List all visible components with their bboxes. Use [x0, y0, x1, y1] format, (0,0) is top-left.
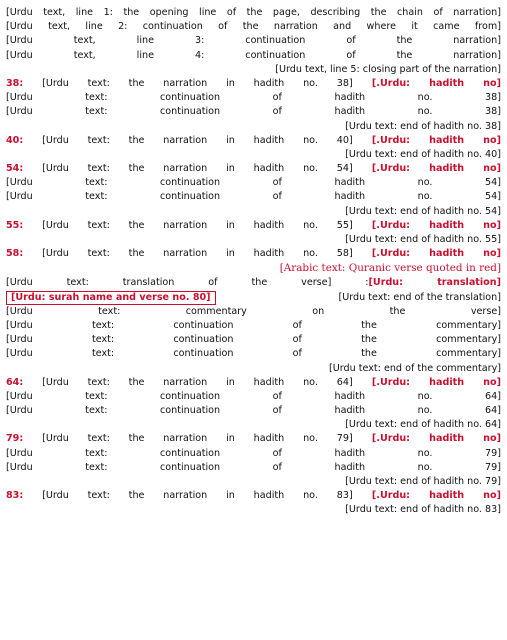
text-line: [Urdu text: end of the commentary]: [328, 362, 501, 374]
translation-label: [Urdu: translation]: [368, 277, 501, 289]
hadith-label: [Urdu: hadith no.]: [371, 433, 501, 445]
text-line: [Urdu text: continuation of hadith no. 79]: [6, 461, 501, 473]
text-line: [Urdu text: the narration in hadith no. 64]: [42, 376, 353, 388]
text-line: [Urdu text, line 5: closing part of the narration]: [275, 63, 501, 75]
text-line: [Urdu text: continuation of the commentary]: [6, 334, 501, 346]
hadith-number-label: [Urdu: hadith no.] 38:: [6, 77, 501, 89]
text-line: [Urdu text: end of hadith no. 40]: [345, 148, 501, 160]
text-line: [Urdu text: the narration in hadith no. 38]: [42, 77, 353, 89]
text-line: [Urdu text: end of hadith no. 54]: [345, 205, 501, 217]
hadith-number-label: [Urdu: hadith no.] 58:: [6, 248, 501, 260]
hadith-number-label: [Urdu: hadith no.] 64:: [6, 376, 501, 388]
text-line: [Urdu text: the narration in hadith no. 58]: [42, 248, 353, 260]
hadith-number: 64: [6, 376, 20, 388]
hadith-number: 40: [6, 134, 20, 146]
hadith-label: [Urdu: hadith no.]: [371, 490, 501, 502]
text-line: [Urdu text: continuation of hadith no. 54]: [6, 177, 501, 189]
text-line: [Urdu text: continuation of hadith no. 38]: [6, 92, 501, 104]
hadith-block-79: [6, 432, 501, 489]
translation-block: [Urdu: translation]: [Urdu text: translation of the verse] [Urdu text: end of the translation] [Urdu: surah name and verse no. 80]: [6, 277, 501, 303]
hadith-number-label: [Urdu: hadith no.] 55:: [6, 219, 501, 231]
commentary-paragraph: [6, 305, 501, 376]
text-line: [Urdu text: continuation of hadith no. 64]: [6, 405, 501, 417]
text-line: [Urdu text: continuation of hadith no. 64]: [6, 390, 501, 402]
hadith-number: 83: [6, 490, 20, 502]
text-line: [Urdu text: the narration in hadith no. 54]: [42, 163, 353, 175]
hadith-block-58: [6, 247, 501, 276]
text-line: [Urdu text: the narration in hadith no. 40]: [42, 134, 353, 146]
hadith-number: 55: [6, 219, 20, 231]
text-line: [Urdu text: end of hadith no. 55]: [345, 234, 501, 245]
hadith-block-40: [6, 134, 501, 162]
hadith-label: [Urdu: hadith no.]: [371, 134, 501, 146]
text-line: [Urdu text, line 4: continuation of the narration]: [6, 49, 501, 61]
hadith-block-83: [6, 489, 501, 517]
text-line: [Urdu text: commentary on the verse]: [6, 305, 501, 317]
text-line: [Urdu text: continuation of the commentary]: [6, 319, 501, 331]
hadith-label: [Urdu: hadith no.]: [371, 77, 501, 89]
text-line: [Urdu text: end of hadith no. 79]: [345, 476, 501, 487]
text-line: [Urdu text: translation of the verse]: [6, 277, 332, 289]
text-line: [Urdu text: end of hadith no. 38]: [345, 120, 501, 132]
hadith-label: [Urdu: hadith no.]: [371, 376, 501, 388]
hadith-label: [Urdu: hadith no.]: [371, 163, 501, 175]
text-line: [Urdu text, line 1: the opening line of the page, describing the chain of narration]: [6, 7, 501, 18]
text-line: [Urdu text: end of hadith no. 64]: [345, 419, 501, 431]
hadith-number-label: [Urdu: hadith no.] 40:: [6, 134, 501, 146]
hadith-label: [Urdu: hadith no.]: [371, 219, 501, 231]
text-line: [Urdu text: end of the translation]: [338, 291, 501, 303]
hadith-number: 79: [6, 433, 20, 445]
hadith-number-label: [Urdu: hadith no.] 54:: [6, 163, 501, 175]
hadith-block-38: [6, 77, 501, 134]
hadith-number: 54: [6, 163, 20, 175]
hadith-block-64: [6, 376, 501, 433]
text-line: [Urdu text: the narration in hadith no. 55]: [42, 219, 353, 231]
text-line: [Urdu text, line 2: continuation of the narration and where it came from]: [6, 21, 501, 33]
text-line: [Urdu text: the narration in hadith no. 83]: [42, 490, 353, 502]
intro-paragraph: [6, 6, 501, 77]
verse-reference-box: [Urdu: surah name and verse no. 80]: [6, 291, 216, 305]
hadith-number-label: [Urdu: hadith no.] 79:: [6, 433, 501, 445]
hadith-block-54: [6, 162, 501, 219]
hadith-label: [Urdu: hadith no.]: [371, 248, 501, 260]
hadith-number: 58: [6, 248, 20, 260]
hadith-block-55: [6, 219, 501, 247]
hadith-number: 38: [6, 77, 20, 89]
text-line: [Urdu text: continuation of hadith no. 79]: [6, 447, 501, 459]
text-line: [Urdu text: continuation of hadith no. 54]: [6, 191, 501, 203]
text-line: [Urdu text: end of hadith no. 83]: [345, 504, 501, 516]
text-line: [Urdu text: continuation of the commentary]: [6, 348, 501, 360]
hadith-number-label: [Urdu: hadith no.] 83:: [6, 490, 501, 502]
quran-verse: [Arabic text: Quranic verse quoted in red]: [279, 262, 501, 275]
text-line: [Urdu text, line 3: continuation of the narration]: [6, 35, 501, 47]
text-line: [Urdu text: continuation of hadith no. 38]: [6, 106, 501, 118]
text-line: [Urdu text: the narration in hadith no. 79]: [42, 433, 353, 445]
